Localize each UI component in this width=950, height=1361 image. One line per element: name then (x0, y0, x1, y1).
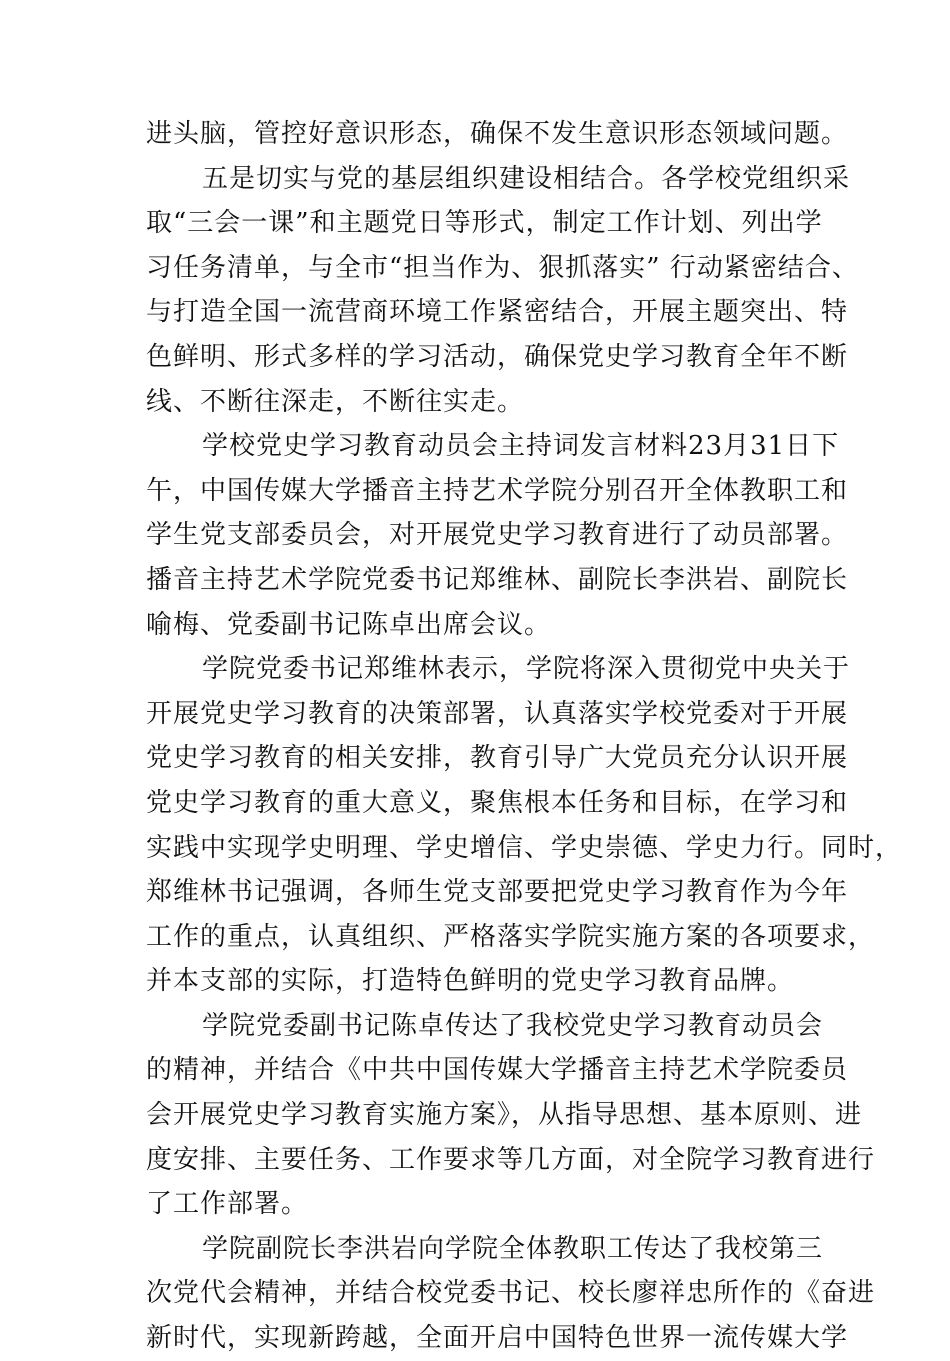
text-line: 工作的重点，认真组织、严格落实学院实施方案的各项要求， (146, 921, 876, 952)
text-line: 学院党委书记郑维林表示，学院将深入贯彻党中央关于 (202, 654, 851, 685)
text-line: 色鲜明、形式多样的学习活动，确保党史学习教育全年不断 (146, 341, 849, 372)
text-line: 党史学习教育的重大意义，聚焦根本任务和目标，在学习和 (146, 787, 849, 818)
text-line: 实践中实现学史明理、学史增信、学史崇德、学史力行。同时， (146, 832, 903, 863)
text-line: 会开展党史学习教育实施方案》，从指导思想、基本原则、进 (146, 1100, 863, 1131)
text-line: 进头脑，管控好意识形态，确保不发生意识形态领域问题。 (146, 119, 849, 149)
text-line: 学院党委副书记陈卓传达了我校党史学习教育动员会 (202, 1010, 824, 1041)
text-line: 学生党支部委员会，对开展党史学习教育进行了动员部署。 (146, 520, 849, 551)
text-line: 党史学习教育的相关安排，教育引导广大党员充分认识开展 (146, 743, 849, 774)
text-line: 郑维林书记强调，各师生党支部要把党史学习教育作为今年 (146, 877, 849, 908)
text-line: 度安排、主要任务、工作要求等几方面，对全院学习教育进行 (146, 1144, 876, 1175)
text-line: 的精神，并结合《中共中国传媒大学播音主持艺术学院委员 (146, 1055, 849, 1086)
text-line: 与打造全国一流营商环境工作紧密结合，开展主题突出、特 (146, 297, 849, 328)
text-line: 线、不断往深走，不断往实走。 (146, 386, 525, 417)
text-line: 习任务清单，与全市“担当作为、狠抓落实” 行动紧密结合、 (146, 252, 859, 283)
text-line: 新时代，实现新跨越，全面开启中国特色世界一流传媒大学 (146, 1323, 849, 1354)
text-line: 五是切实与党的基层组织建设相结合。各学校党组织采 (202, 163, 851, 194)
text-line: 取“三会一课”和主题党日等形式，制定工作计划、列出学 (146, 208, 823, 239)
text-line: 了工作部署。 (146, 1189, 309, 1220)
text-line: 开展党史学习教育的决策部署，认真落实学校党委对于开展 (146, 698, 849, 729)
document-body (146, 112, 903, 1361)
text-line: 并本支部的实际，打造特色鲜明的党史学习教育品牌。 (146, 966, 795, 997)
text-line: 次党代会精神，并结合校党委书记、校长廖祥忠所作的《奋进 (146, 1278, 876, 1309)
text-line: 播音主持艺术学院党委书记郑维林、副院长李洪岩、副院长 (146, 564, 849, 595)
text-line: 午，中国传媒大学播音主持艺术学院分别召开全体教职工和 (146, 475, 849, 506)
text-line: 喻梅、党委副书记陈卓出席会议。 (146, 609, 552, 640)
text-line: 学院副院长李洪岩向学院全体教职工传达了我校第三 (202, 1233, 824, 1264)
text-line: 学校党史学习教育动员会主持词发言材料23月31日下 (202, 431, 840, 462)
